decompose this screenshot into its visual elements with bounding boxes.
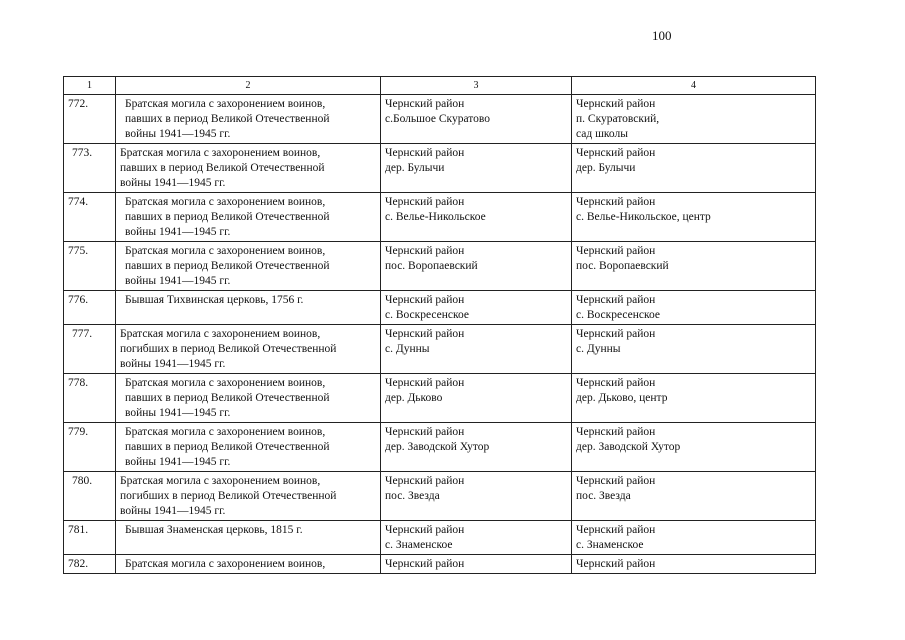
district-address [381,423,572,472]
monument-location [572,423,816,472]
district-address [381,521,572,555]
monument-name [116,555,381,574]
monument-name [116,374,381,423]
monument-name-line: войны 1941—1945 гг. [120,358,226,370]
district-address [381,193,572,242]
district-address-line: с.Большое Скуратово [385,113,491,125]
table-row [64,291,816,325]
monument-name-line: войны 1941—1945 гг. [120,505,226,517]
monument-name-line: Братская могила с захоронением воинов, [125,558,326,570]
table-row [64,374,816,423]
monument-location-line: Чернский район [576,245,656,257]
monument-name-line: Бывшая Знаменская церковь, 1815 г. [125,524,303,536]
monument-location [572,374,816,423]
monument-name-line: войны 1941—1945 гг. [125,128,231,140]
monument-name [116,423,381,472]
monument-name-line: Братская могила с захоронением воинов, [125,98,326,110]
monument-name [116,325,381,374]
monument-location-line: дер. Дьково, центр [576,392,668,404]
column-header-4: 4 [572,77,816,95]
district-address-line: Чернский район [385,475,465,487]
monument-name [116,95,381,144]
monument-location [572,472,816,521]
monument-location [572,325,816,374]
monument-name-line: Братская могила с захоронением воинов, [120,147,321,159]
district-address [381,95,572,144]
column-header-1: 1 [64,77,116,95]
table-row [64,95,816,144]
page-number-text: 100 [652,28,672,43]
monument-name [116,193,381,242]
district-address-line: с. Воскресенское [385,309,469,321]
monument-name-line: войны 1941—1945 гг. [125,226,231,238]
district-address-line: с. Дунны [385,343,430,355]
column-number-row [64,77,816,95]
district-address [381,374,572,423]
row-number: 781. [64,521,116,555]
monument-name-line: Бывшая Тихвинская церковь, 1756 г. [125,294,304,306]
monument-location-line: дер. Булычи [576,162,636,174]
monument-location-line: с. Воскресенское [576,309,660,321]
monument-location-line: Чернский район [576,475,656,487]
monument-location-line: Чернский район [576,98,656,110]
monument-name-line: погибших в период Великой Отечественной [120,490,337,502]
monument-location [572,242,816,291]
monument-location [572,521,816,555]
monument-name-line: войны 1941—1945 гг. [120,177,226,189]
district-address-line: Чернский район [385,294,465,306]
monument-location-line: с. Дунны [576,343,621,355]
monument-location-line: Чернский район [576,147,656,159]
row-number: 780. [64,472,116,521]
district-address-line: с. Велье-Никольское [385,211,486,223]
district-address [381,325,572,374]
monument-name-line: павших в период Великой Отечественной [125,211,330,223]
monument-location-line: пос. Звезда [576,490,631,502]
monument-name-line: Братская могила с захоронением воинов, [125,377,326,389]
monument-name [116,291,381,325]
district-address-line: Чернский район [385,245,465,257]
row-number: 782. [64,555,116,574]
monument-name-line: павших в период Великой Отечественной [125,441,330,453]
table-row [64,325,816,374]
monument-location-line: дер. Заводской Хутор [576,441,681,453]
monument-location-line: с. Знаменское [576,539,644,551]
district-address [381,144,572,193]
monument-name-line: Братская могила с захоронением воинов, [125,245,326,257]
monument-name [116,144,381,193]
monument-location-line: Чернский район [576,426,656,438]
row-number: 777. [64,325,116,374]
district-address-line: дер. Булычи [385,162,445,174]
district-address-line: Чернский район [385,524,465,536]
table-row [64,423,816,472]
row-number: 773. [64,144,116,193]
monument-name-line: павших в период Великой Отечественной [125,113,330,125]
district-address-line: пос. Звезда [385,490,440,502]
district-address-line: дер. Дьково [385,392,443,404]
monument-name-line: Братская могила с захоронением воинов, [125,426,326,438]
district-address-line: Чернский район [385,377,465,389]
table-row [64,521,816,555]
monument-name-line: войны 1941—1945 гг. [125,275,231,287]
monument-location [572,95,816,144]
monument-location-line: с. Велье-Никольское, центр [576,211,711,223]
monument-name-line: павших в период Великой Отечественной [125,392,330,404]
row-number: 775. [64,242,116,291]
monument-location [572,291,816,325]
monument-location [572,555,816,574]
monument-name [116,242,381,291]
table-row [64,144,816,193]
row-number: 776. [64,291,116,325]
monument-name-line: Братская могила с захоронением воинов, [120,328,321,340]
table-row [64,193,816,242]
district-address [381,555,572,574]
monument-name-line: войны 1941—1945 гг. [125,456,231,468]
monument-location-line: Чернский район [576,294,656,306]
district-address [381,291,572,325]
monument-name-line: Братская могила с захоронением воинов, [120,475,321,487]
district-address-line: Чернский район [385,426,465,438]
monument-location-line: Чернский район [576,196,656,208]
monument-location-line: Чернский район [576,524,656,536]
column-header-2: 2 [116,77,381,95]
monument-location-line: сад школы [576,128,628,140]
district-address-line: с. Знаменское [385,539,453,551]
district-address-line: Чернский район [385,328,465,340]
row-number: 774. [64,193,116,242]
column-header-3: 3 [381,77,572,95]
district-address-line: пос. Воропаевский [385,260,478,272]
table-row [64,555,816,574]
monument-location [572,193,816,242]
monument-name-line: павших в период Великой Отечественной [120,162,325,174]
page-number [0,28,682,44]
heritage-registry-table [63,76,816,574]
monument-location-line: пос. Воропаевский [576,260,669,272]
district-address-line: Чернский район [385,147,465,159]
monument-location-line: Чернский район [576,328,656,340]
monument-name-line: Братская могила с захоронением воинов, [125,196,326,208]
monument-name [116,472,381,521]
monument-name-line: погибших в период Великой Отечественной [120,343,337,355]
district-address [381,242,572,291]
monument-name-line: войны 1941—1945 гг. [125,407,231,419]
district-address-line: дер. Заводской Хутор [385,441,490,453]
row-number: 779. [64,423,116,472]
row-number: 772. [64,95,116,144]
district-address-line: Чернский район [385,196,465,208]
table-row [64,242,816,291]
table-row [64,472,816,521]
table-body [64,95,816,574]
monument-location-line: Чернский район [576,377,656,389]
monument-location-line: п. Скуратовский, [576,113,660,125]
monument-name-line: павших в период Великой Отечественной [125,260,330,272]
district-address-line: Чернский район [385,98,465,110]
monument-location [572,144,816,193]
district-address [381,472,572,521]
monument-name [116,521,381,555]
district-address-line: Чернский район [385,558,465,570]
row-number: 778. [64,374,116,423]
monument-location-line: Чернский район [576,558,656,570]
